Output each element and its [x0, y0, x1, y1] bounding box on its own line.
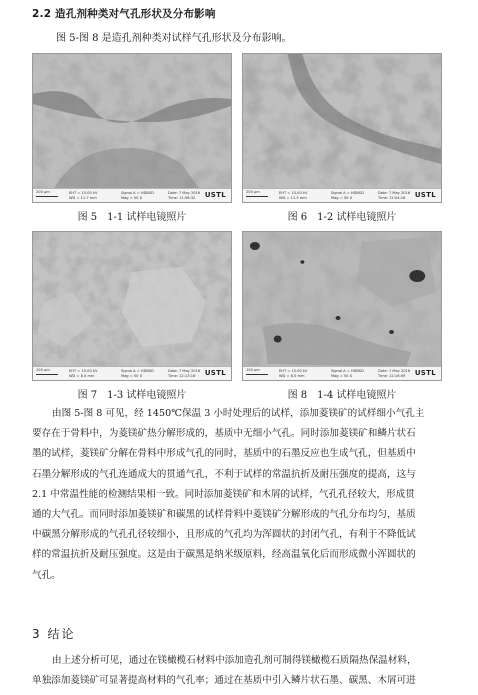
conclusion-paragraph: [32, 651, 452, 691]
sem-image-fig8: [242, 231, 442, 381]
paragraph-line: 中碳黑分解形成的气孔孔径较细小，且形成的气孔均为浑圆状的封闭气孔，有利于不降低试: [32, 529, 416, 541]
section-heading: 2.2 造孔剂种类对气孔形状及分布影响: [32, 8, 216, 20]
paragraph-line: 气孔。: [32, 569, 61, 581]
ustl-logo: USTL: [204, 191, 226, 199]
figure-caption: 图 5 1-1 试样电镜照片: [77, 212, 187, 223]
paragraph-line: 通的大气孔。而同时添加菱镁矿和碳黑的试样骨料中菱镁矿分解形成的气孔分布均匀，基质: [32, 509, 416, 521]
paragraph-line: 要存在于骨料中，为菱镁矿热分解形成的，基质中无细小气孔。同时添加菱镁矿和鳞片状石: [32, 428, 416, 440]
discussion-paragraph: [32, 404, 452, 586]
sem-image-fig7: [32, 231, 232, 381]
sem-micrograph: [33, 232, 231, 369]
intro-text: 图 5-图 8 是造孔剂种类对试样气孔形状及分布影响。: [56, 33, 292, 44]
scale-label: 100 μm: [36, 368, 50, 372]
figure-caption: 图 7 1-3 试样电镜照片: [77, 390, 187, 401]
scale-label: 200 μm: [36, 190, 50, 194]
paragraph-line: 墨的试样，菱镁矿分解在骨料中形成气孔的同时，基质中的石墨反应也生成气孔，但基质中: [32, 448, 416, 460]
figure-caption: 图 8 1-4 试样电镜照片: [287, 390, 397, 401]
sem-data-bar: 100 μm EHT = 15.00 kV WD = 8.5 mm Signal A = HDBSD Mag = 50 X Date: 7 May 2016 Time: 12:16:09 USTL: [243, 366, 441, 380]
ustl-logo: USTL: [204, 369, 226, 377]
paragraph-line: 由上述分析可见，通过在镁橄榄石材料中添加造孔剂可制得镁橄榄石质隔热保温材料，: [52, 655, 417, 666]
sem-micrograph: [33, 54, 231, 191]
ustl-logo: USTL: [414, 369, 436, 377]
paragraph-line: 2.1 中常温性能的检测结果相一致。同时添加菱镁矿和木屑的试样，气孔孔径较大，形成贯: [32, 488, 415, 500]
sem-image-fig5: [32, 53, 232, 203]
sem-data-bar: 200 μm EHT = 15.00 kV WD = 11.5 mm Signal A = HDBSD Mag = 50 X Date: 7 May 2016 Time: 12:04:16 USTL: [243, 188, 441, 202]
paragraph-line: 样的常温抗折及耐压强度。这是由于碳黑是纳米级原料，经高温氧化后而形成微小浑圆状的: [32, 549, 416, 561]
paragraph-line: 由图 5-图 8 可见，经 1450℃保温 3 小时处理后的试样，添加菱镁矿的试样细小气孔主: [52, 408, 425, 419]
section-heading: 3 结论: [32, 627, 76, 641]
scale-label: 200 μm: [246, 190, 260, 194]
scale-label: 100 μm: [246, 368, 260, 372]
paragraph-line: 石墨分解形成的气孔连通成大的贯通气孔，不利于试样的常温抗折及耐压强度的提高，这与: [32, 468, 416, 480]
paragraph-line: 单独添加菱镁矿可显著提高材料的气孔率；通过在基质中引入鳞片状石墨、碳黑、木屑可进: [32, 675, 416, 687]
sem-data-bar: 100 μm EHT = 15.00 kV WD = 8.5 mm Signal A = HDBSD Mag = 50 X Date: 7 May 2016 Time: 12:13:16 USTL: [33, 366, 231, 380]
sem-micrograph: [243, 54, 441, 191]
sem-data-bar: 200 μm EHT = 15.00 kV WD = 11.7 mm Signal A = HDBSD Mag = 50 X Date: 7 May 2016 Time: 11:58:32 USTL: [33, 188, 231, 202]
figure-caption: 图 6 1-2 试样电镜照片: [287, 212, 397, 223]
sem-image-fig6: [242, 53, 442, 203]
ustl-logo: USTL: [414, 191, 436, 199]
sem-micrograph: [243, 232, 441, 369]
